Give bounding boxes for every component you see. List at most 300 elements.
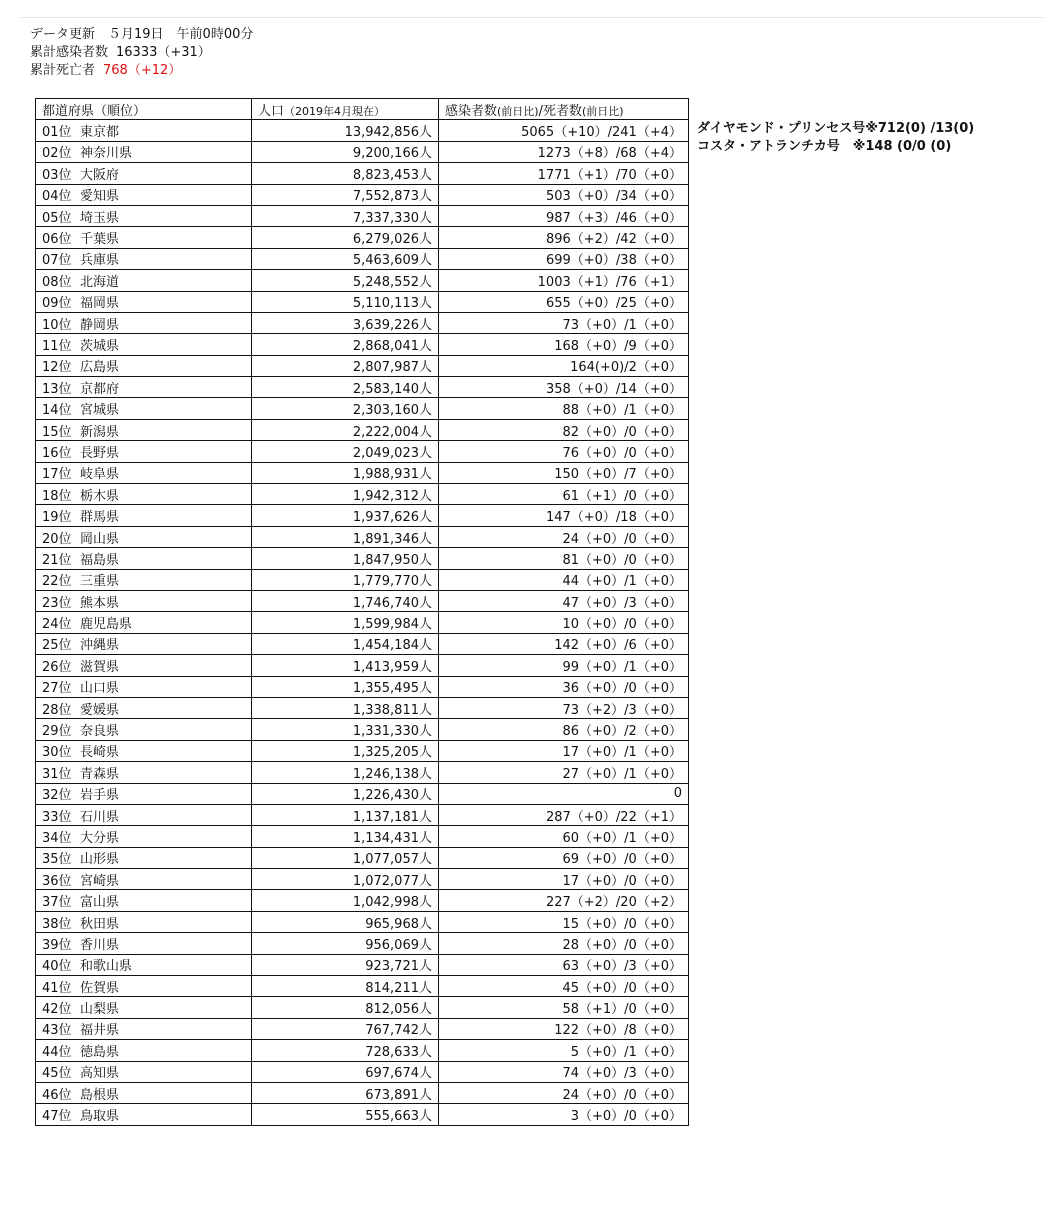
prefecture-name: 山口県: [80, 681, 120, 697]
prefecture-name: 秋田県: [80, 916, 120, 932]
table-row: [36, 590, 689, 611]
prefecture-cell: [36, 441, 252, 462]
prefecture-name: 兵庫県: [80, 253, 120, 269]
prefecture-name: 広島県: [80, 360, 120, 376]
prefecture-cell: [36, 334, 252, 355]
rank-label: 09位: [42, 296, 72, 312]
header-population-label: 人口: [258, 103, 285, 119]
table-row: [36, 933, 689, 954]
update-line: データ更新 ５月19日 午前0時00分: [30, 27, 254, 42]
prefecture-name: 熊本県: [80, 595, 120, 611]
population-cell: 1,077,057人: [252, 847, 439, 868]
population-cell: 6,279,026人: [252, 227, 439, 248]
population-cell: 555,663人: [252, 1104, 439, 1125]
rank-label: 39位: [42, 937, 72, 953]
ship-note-costa-atlantica: コスタ・アトランチカ号 ※148 (0/0 (0): [697, 139, 952, 154]
prefecture-cell: [36, 312, 252, 333]
rank-label: 45位: [42, 1066, 72, 1082]
population-cell: 767,742人: [252, 1018, 439, 1039]
rank-label: 41位: [42, 980, 72, 996]
rank-label: 21位: [42, 552, 72, 568]
prefecture-cell: [36, 227, 252, 248]
prefecture-cell: [36, 1040, 252, 1061]
top-divider: [20, 17, 1045, 18]
prefecture-cell: [36, 419, 252, 440]
prefecture-cell: [36, 548, 252, 569]
population-cell: 2,807,987人: [252, 355, 439, 376]
population-cell: 8,823,453人: [252, 163, 439, 184]
table-row: [36, 954, 689, 975]
prefecture-name: 香川県: [80, 937, 120, 953]
rank-label: 16位: [42, 445, 72, 461]
table-row: [36, 419, 689, 440]
table-row: [36, 676, 689, 697]
population-cell: 728,633人: [252, 1040, 439, 1061]
population-cell: 2,303,160人: [252, 398, 439, 419]
population-cell: 1,847,950人: [252, 548, 439, 569]
population-cell: 956,069人: [252, 933, 439, 954]
cases-deaths-cell: 73（+2）/3（+0）: [439, 697, 689, 718]
table-row: [36, 783, 689, 804]
table-row: [36, 184, 689, 205]
population-cell: 1,891,346人: [252, 526, 439, 547]
prefecture-name: 東京都: [80, 125, 120, 141]
cases-deaths-cell: 287（+0）/22（+1）: [439, 804, 689, 825]
prefecture-name: 愛媛県: [80, 702, 120, 718]
rank-label: 35位: [42, 852, 72, 868]
rank-label: 23位: [42, 595, 72, 611]
prefecture-cell: [36, 697, 252, 718]
cases-deaths-cell: 60（+0）/1（+0）: [439, 826, 689, 847]
summary-header: [30, 26, 253, 80]
header-population-note: （2019年4月現在）: [284, 104, 386, 118]
prefecture-cell: [36, 526, 252, 547]
prefecture-name: 岐阜県: [80, 467, 120, 483]
table-row: [36, 1040, 689, 1061]
table-row: [36, 270, 689, 291]
prefecture-name: 京都府: [80, 381, 120, 397]
population-cell: 1,355,495人: [252, 676, 439, 697]
prefecture-name: 福岡県: [80, 296, 120, 312]
cases-deaths-cell: 168（+0）/9（+0）: [439, 334, 689, 355]
rank-label: 05位: [42, 210, 72, 226]
rank-label: 44位: [42, 1044, 72, 1060]
prefecture-name: 島根県: [80, 1087, 120, 1103]
prefecture-name: 北海道: [80, 274, 120, 290]
prefecture-cell: [36, 997, 252, 1018]
table-row: [36, 526, 689, 547]
population-cell: 1,137,181人: [252, 804, 439, 825]
table-row: [36, 1104, 689, 1125]
prefecture-name: 鳥取県: [80, 1109, 120, 1125]
cases-deaths-cell: 17（+0）/1（+0）: [439, 740, 689, 761]
population-cell: 5,110,113人: [252, 291, 439, 312]
prefecture-name: 埼玉県: [80, 210, 120, 226]
rank-label: 08位: [42, 274, 72, 290]
rank-label: 26位: [42, 659, 72, 675]
header-deaths-note: (前日比): [582, 104, 624, 118]
cases-deaths-cell: 147（+0）/18（+0）: [439, 505, 689, 526]
population-cell: 5,248,552人: [252, 270, 439, 291]
population-cell: 1,226,430人: [252, 783, 439, 804]
prefecture-name: 青森県: [80, 766, 120, 782]
cases-deaths-cell: 699（+0）/38（+0）: [439, 248, 689, 269]
rank-label: 20位: [42, 531, 72, 547]
table-row: [36, 312, 689, 333]
population-cell: 1,042,998人: [252, 890, 439, 911]
header-prefecture: 都道府県（順位）: [36, 99, 252, 120]
cases-deaths-cell: 503（+0）/34（+0）: [439, 184, 689, 205]
population-cell: 1,988,931人: [252, 462, 439, 483]
rank-label: 46位: [42, 1087, 72, 1103]
table-row: [36, 120, 689, 141]
table-row: [36, 205, 689, 226]
population-cell: 1,331,330人: [252, 719, 439, 740]
prefecture-name: 沖縄県: [80, 638, 120, 654]
rank-label: 47位: [42, 1109, 72, 1125]
prefecture-cell: [36, 762, 252, 783]
prefecture-cell: [36, 847, 252, 868]
prefecture-name: 宮城県: [80, 403, 120, 419]
prefecture-cell: [36, 355, 252, 376]
prefecture-cell: [36, 740, 252, 761]
prefecture-name: 石川県: [80, 809, 120, 825]
table-row: [36, 248, 689, 269]
population-cell: 1,246,138人: [252, 762, 439, 783]
population-cell: 1,746,740人: [252, 590, 439, 611]
population-cell: 13,942,856人: [252, 120, 439, 141]
table-row: [36, 484, 689, 505]
prefecture-cell: [36, 933, 252, 954]
infected-line: [30, 44, 253, 62]
deaths-label: 累計死亡者: [30, 63, 96, 78]
table-row: [36, 869, 689, 890]
population-cell: 2,222,004人: [252, 419, 439, 440]
cases-deaths-cell: 10（+0）/0（+0）: [439, 612, 689, 633]
rank-label: 22位: [42, 574, 72, 590]
cases-deaths-cell: 122（+0）/8（+0）: [439, 1018, 689, 1039]
population-cell: 5,463,609人: [252, 248, 439, 269]
table-row: [36, 462, 689, 483]
cases-deaths-cell: 47（+0）/3（+0）: [439, 590, 689, 611]
prefecture-name: 栃木県: [80, 488, 120, 504]
rank-label: 37位: [42, 895, 72, 911]
population-cell: 923,721人: [252, 954, 439, 975]
table-row: [36, 1018, 689, 1039]
population-cell: 1,134,431人: [252, 826, 439, 847]
cases-deaths-cell: 61（+1）/0（+0）: [439, 484, 689, 505]
cases-deaths-cell: 655（+0）/25（+0）: [439, 291, 689, 312]
prefecture-name: 滋賀県: [80, 659, 120, 675]
table-row: [36, 227, 689, 248]
prefecture-cell: [36, 954, 252, 975]
rank-label: 12位: [42, 360, 72, 376]
rank-label: 13位: [42, 381, 72, 397]
rank-label: 07位: [42, 253, 72, 269]
table-row: [36, 334, 689, 355]
prefecture-name: 神奈川県: [80, 146, 133, 162]
prefecture-name: 静岡県: [80, 317, 120, 333]
table-row: [36, 633, 689, 654]
rank-label: 28位: [42, 702, 72, 718]
prefecture-cell: [36, 248, 252, 269]
table-row: [36, 377, 689, 398]
cases-deaths-cell: 5（+0）/1（+0）: [439, 1040, 689, 1061]
prefecture-cell: [36, 890, 252, 911]
population-cell: 1,937,626人: [252, 505, 439, 526]
prefecture-name: 群馬県: [80, 510, 120, 526]
table-row: [36, 1061, 689, 1082]
population-cell: 1,325,205人: [252, 740, 439, 761]
table-row: [36, 655, 689, 676]
cases-deaths-cell: 164(+0)/2（+0）: [439, 355, 689, 376]
prefecture-cell: [36, 783, 252, 804]
table-row: [36, 291, 689, 312]
cases-deaths-cell: 24（+0）/0（+0）: [439, 526, 689, 547]
table-row: [36, 740, 689, 761]
prefecture-name: 佐賀県: [80, 980, 120, 996]
deaths-value: 768（+12）: [103, 63, 182, 78]
population-cell: 3,639,226人: [252, 312, 439, 333]
table-row: [36, 569, 689, 590]
prefecture-name: 新潟県: [80, 424, 120, 440]
prefecture-name: 福島県: [80, 552, 120, 568]
prefecture-name: 岡山県: [80, 531, 120, 547]
rank-label: 03位: [42, 167, 72, 183]
cruise-ship-notes: [697, 120, 974, 156]
rank-label: 32位: [42, 788, 72, 804]
prefecture-cell: [36, 462, 252, 483]
table-row: [36, 976, 689, 997]
cases-deaths-cell: 81（+0）/0（+0）: [439, 548, 689, 569]
population-cell: 1,599,984人: [252, 612, 439, 633]
cases-deaths-cell: 17（+0）/0（+0）: [439, 869, 689, 890]
rank-label: 31位: [42, 766, 72, 782]
prefecture-cell: [36, 1104, 252, 1125]
prefecture-name: 愛知県: [80, 189, 120, 205]
population-cell: 1,413,959人: [252, 655, 439, 676]
prefecture-name: 千葉県: [80, 232, 120, 248]
cases-deaths-cell: 227（+2）/20（+2）: [439, 890, 689, 911]
cases-deaths-cell: 27（+0）/1（+0）: [439, 762, 689, 783]
prefecture-cell: [36, 804, 252, 825]
table-body: [36, 120, 689, 1125]
table-row: [36, 355, 689, 376]
population-cell: 1,338,811人: [252, 697, 439, 718]
header-cases-note: (前日比): [497, 104, 539, 118]
prefecture-cell: [36, 633, 252, 654]
rank-label: 27位: [42, 681, 72, 697]
table-row: [36, 398, 689, 419]
prefecture-name: 鹿児島県: [80, 617, 133, 633]
population-cell: 7,337,330人: [252, 205, 439, 226]
population-cell: 2,583,140人: [252, 377, 439, 398]
population-cell: 697,674人: [252, 1061, 439, 1082]
prefecture-name: 福井県: [80, 1023, 120, 1039]
ship-note-diamond-princess: ダイヤモンド・プリンセス号※712(0) /13(0): [697, 121, 975, 136]
prefecture-name: 高知県: [80, 1066, 120, 1082]
prefecture-cell: [36, 120, 252, 141]
prefecture-name: 徳島県: [80, 1044, 120, 1060]
prefecture-cell: [36, 205, 252, 226]
cases-deaths-cell: 82（+0）/0（+0）: [439, 419, 689, 440]
cases-deaths-cell: 150（+0）/7（+0）: [439, 462, 689, 483]
rank-label: 40位: [42, 959, 72, 975]
prefecture-cell: [36, 484, 252, 505]
prefecture-cell: [36, 1018, 252, 1039]
rank-label: 15位: [42, 424, 72, 440]
table-row: [36, 719, 689, 740]
prefecture-cell: [36, 163, 252, 184]
cases-deaths-cell: 358（+0）/14（+0）: [439, 377, 689, 398]
rank-label: 36位: [42, 873, 72, 889]
header-cases-deaths: [439, 99, 689, 120]
cases-deaths-cell: 3（+0）/0（+0）: [439, 1104, 689, 1125]
rank-label: 30位: [42, 745, 72, 761]
prefecture-name: 大分県: [80, 830, 120, 846]
cases-deaths-cell: 0: [439, 783, 689, 804]
prefecture-cell: [36, 1061, 252, 1082]
cases-deaths-cell: 1273（+8）/68（+4）: [439, 141, 689, 162]
prefecture-name: 山梨県: [80, 1002, 120, 1018]
prefecture-name: 長崎県: [80, 745, 120, 761]
prefecture-cell: [36, 590, 252, 611]
rank-label: 06位: [42, 232, 72, 248]
cases-deaths-cell: 36（+0）/0（+0）: [439, 676, 689, 697]
prefecture-name: 山形県: [80, 852, 120, 868]
header-population: [252, 99, 439, 120]
prefecture-cell: [36, 676, 252, 697]
rank-label: 43位: [42, 1023, 72, 1039]
prefecture-cell: [36, 505, 252, 526]
prefecture-cell: [36, 270, 252, 291]
prefecture-cell: [36, 719, 252, 740]
population-cell: 1,942,312人: [252, 484, 439, 505]
population-cell: 673,891人: [252, 1082, 439, 1103]
prefecture-cell: [36, 612, 252, 633]
cases-deaths-cell: 28（+0）/0（+0）: [439, 933, 689, 954]
rank-label: 01位: [42, 125, 72, 141]
cases-deaths-cell: 1771（+1）/70（+0）: [439, 163, 689, 184]
prefecture-name: 三重県: [80, 574, 120, 590]
population-cell: 812,056人: [252, 997, 439, 1018]
rank-label: 11位: [42, 338, 72, 354]
prefecture-table: [35, 98, 689, 1126]
cases-deaths-cell: 99（+0）/1（+0）: [439, 655, 689, 676]
population-cell: 9,200,166人: [252, 141, 439, 162]
prefecture-name: 和歌山県: [80, 959, 133, 975]
prefecture-name: 富山県: [80, 895, 120, 911]
table-row: [36, 826, 689, 847]
cases-deaths-cell: 69（+0）/0（+0）: [439, 847, 689, 868]
population-cell: 1,072,077人: [252, 869, 439, 890]
rank-label: 25位: [42, 638, 72, 654]
table-row: [36, 762, 689, 783]
rank-label: 29位: [42, 724, 72, 740]
prefecture-cell: [36, 1082, 252, 1103]
prefecture-name: 長野県: [80, 445, 120, 461]
table-row: [36, 997, 689, 1018]
rank-label: 34位: [42, 830, 72, 846]
prefecture-name: 岩手県: [80, 788, 120, 804]
header-cases-label: 感染者数: [445, 103, 498, 119]
rank-label: 19位: [42, 510, 72, 526]
rank-label: 38位: [42, 916, 72, 932]
cases-deaths-cell: 15（+0）/0（+0）: [439, 911, 689, 932]
cases-deaths-cell: 76（+0）/0（+0）: [439, 441, 689, 462]
table-row: [36, 163, 689, 184]
cases-deaths-cell: 24（+0）/0（+0）: [439, 1082, 689, 1103]
population-cell: 2,049,023人: [252, 441, 439, 462]
table-header-row: [36, 99, 689, 120]
table-row: [36, 890, 689, 911]
table-row: [36, 804, 689, 825]
prefecture-name: 奈良県: [80, 724, 120, 740]
prefecture-cell: [36, 184, 252, 205]
prefecture-name: 茨城県: [80, 338, 120, 354]
prefecture-cell: [36, 826, 252, 847]
prefecture-cell: [36, 869, 252, 890]
infected-value: 16333（+31）: [116, 45, 211, 60]
table-row: [36, 612, 689, 633]
rank-label: 10位: [42, 317, 72, 333]
cases-deaths-cell: 86（+0）/2（+0）: [439, 719, 689, 740]
cases-deaths-cell: 987（+3）/46（+0）: [439, 205, 689, 226]
infected-label: 累計感染者数: [30, 45, 109, 60]
cases-deaths-cell: 44（+0）/1（+0）: [439, 569, 689, 590]
cases-deaths-cell: 896（+2）/42（+0）: [439, 227, 689, 248]
cases-deaths-cell: 63（+0）/3（+0）: [439, 954, 689, 975]
cases-deaths-cell: 73（+0）/1（+0）: [439, 312, 689, 333]
population-cell: 814,211人: [252, 976, 439, 997]
prefecture-name: 宮崎県: [80, 873, 120, 889]
cases-deaths-cell: 5065（+10）/241（+4）: [439, 120, 689, 141]
rank-label: 04位: [42, 189, 72, 205]
cases-deaths-cell: 88（+0）/1（+0）: [439, 398, 689, 419]
prefecture-cell: [36, 569, 252, 590]
cases-deaths-cell: 45（+0）/0（+0）: [439, 976, 689, 997]
cases-deaths-cell: 1003（+1）/76（+1）: [439, 270, 689, 291]
cases-deaths-cell: 74（+0）/3（+0）: [439, 1061, 689, 1082]
prefecture-cell: [36, 291, 252, 312]
prefecture-cell: [36, 398, 252, 419]
rank-label: 24位: [42, 617, 72, 633]
table-row: [36, 505, 689, 526]
population-cell: 2,868,041人: [252, 334, 439, 355]
population-cell: 1,779,770人: [252, 569, 439, 590]
prefecture-cell: [36, 976, 252, 997]
rank-label: 42位: [42, 1002, 72, 1018]
cases-deaths-cell: 142（+0）/6（+0）: [439, 633, 689, 654]
rank-label: 14位: [42, 403, 72, 419]
rank-label: 02位: [42, 146, 72, 162]
population-cell: 7,552,873人: [252, 184, 439, 205]
prefecture-cell: [36, 911, 252, 932]
table-row: [36, 548, 689, 569]
table-row: [36, 441, 689, 462]
deaths-line: [30, 62, 253, 80]
table-row: [36, 847, 689, 868]
table-row: [36, 911, 689, 932]
cases-deaths-cell: 58（+1）/0（+0）: [439, 997, 689, 1018]
table-row: [36, 697, 689, 718]
rank-label: 18位: [42, 488, 72, 504]
population-cell: 1,454,184人: [252, 633, 439, 654]
table-row: [36, 1082, 689, 1103]
prefecture-cell: [36, 141, 252, 162]
prefecture-name: 大阪府: [80, 167, 120, 183]
rank-label: 17位: [42, 467, 72, 483]
